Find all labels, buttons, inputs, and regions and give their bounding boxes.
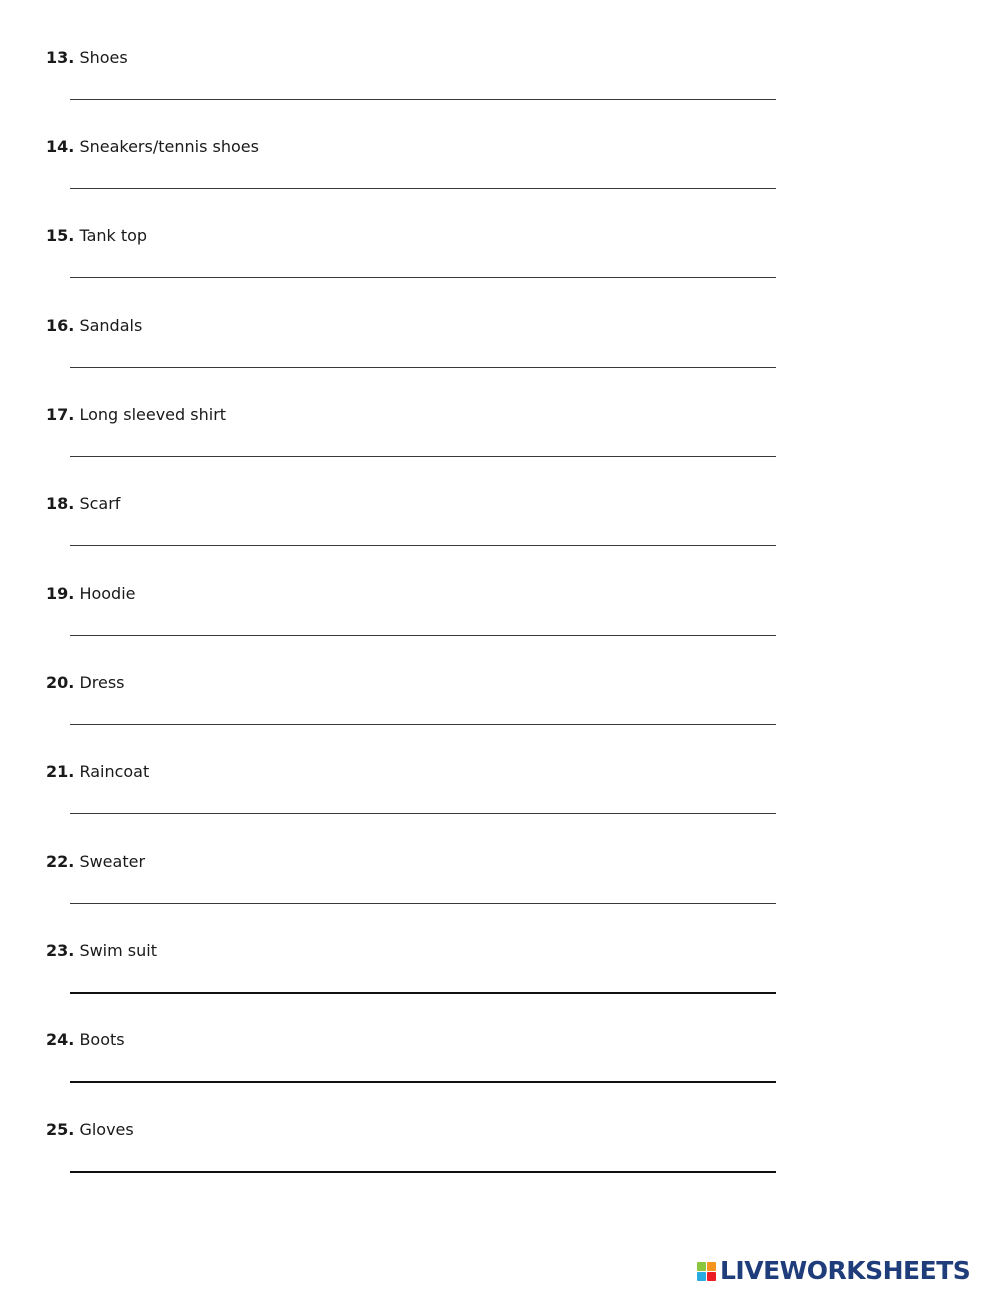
question-number: 19. [46,584,75,603]
logo-block-blue [697,1272,706,1281]
question-text: Sandals [79,316,143,335]
question-number: 13. [46,48,75,67]
question-label [46,1119,134,1141]
question-number: 24. [46,1030,75,1049]
question-item [46,47,776,136]
question-item [46,940,776,1029]
question-item [46,761,776,850]
question-label [46,672,125,694]
question-text: Sweater [79,852,146,871]
answer-line[interactable] [70,1081,776,1083]
answer-line[interactable] [70,545,776,546]
question-label [46,940,157,962]
question-item [46,493,776,582]
question-item [46,404,776,493]
question-label [46,136,259,158]
liveworksheets-logo [697,1256,970,1286]
logo-text: LIVEWORKSHEETS [720,1256,971,1285]
question-text: Gloves [79,1120,134,1139]
question-label [46,1029,125,1051]
question-label [46,851,145,873]
question-label [46,404,226,426]
question-text: Shoes [79,48,128,67]
question-item [46,583,776,672]
question-number: 16. [46,316,75,335]
question-text: Scarf [79,494,121,513]
answer-line[interactable] [70,1171,776,1173]
question-number: 14. [46,137,75,156]
answer-line[interactable] [70,188,776,189]
logo-blocks-icon [697,1262,716,1281]
question-item [46,851,776,940]
question-text: Swim suit [79,941,157,960]
question-text: Boots [79,1030,125,1049]
question-item [46,1119,776,1208]
answer-line[interactable] [70,367,776,368]
question-label [46,493,120,515]
question-number: 25. [46,1120,75,1139]
question-number: 15. [46,226,75,245]
question-label [46,315,142,337]
answer-line[interactable] [70,903,776,904]
answer-line[interactable] [70,99,776,100]
logo-block-green [697,1262,706,1271]
question-item [46,225,776,314]
question-text: Tank top [79,226,148,245]
question-item [46,672,776,761]
question-item [46,136,776,225]
question-number: 22. [46,852,75,871]
question-text: Long sleeved shirt [79,405,227,424]
question-text: Sneakers/tennis shoes [79,137,259,156]
question-label [46,47,128,69]
question-text: Dress [79,673,125,692]
question-number: 17. [46,405,75,424]
question-text: Raincoat [79,762,150,781]
question-number: 23. [46,941,75,960]
question-number: 20. [46,673,75,692]
answer-line[interactable] [70,992,776,994]
answer-line[interactable] [70,724,776,725]
question-text: Hoodie [79,584,136,603]
logo-block-orange [707,1262,716,1271]
answer-line[interactable] [70,456,776,457]
answer-line[interactable] [70,813,776,814]
question-number: 21. [46,762,75,781]
question-item [46,1029,776,1118]
answer-line[interactable] [70,635,776,636]
question-label [46,225,147,247]
question-label [46,761,149,783]
question-label [46,583,136,605]
question-item [46,315,776,404]
logo-block-red [707,1272,716,1281]
question-number: 18. [46,494,75,513]
answer-line[interactable] [70,277,776,278]
